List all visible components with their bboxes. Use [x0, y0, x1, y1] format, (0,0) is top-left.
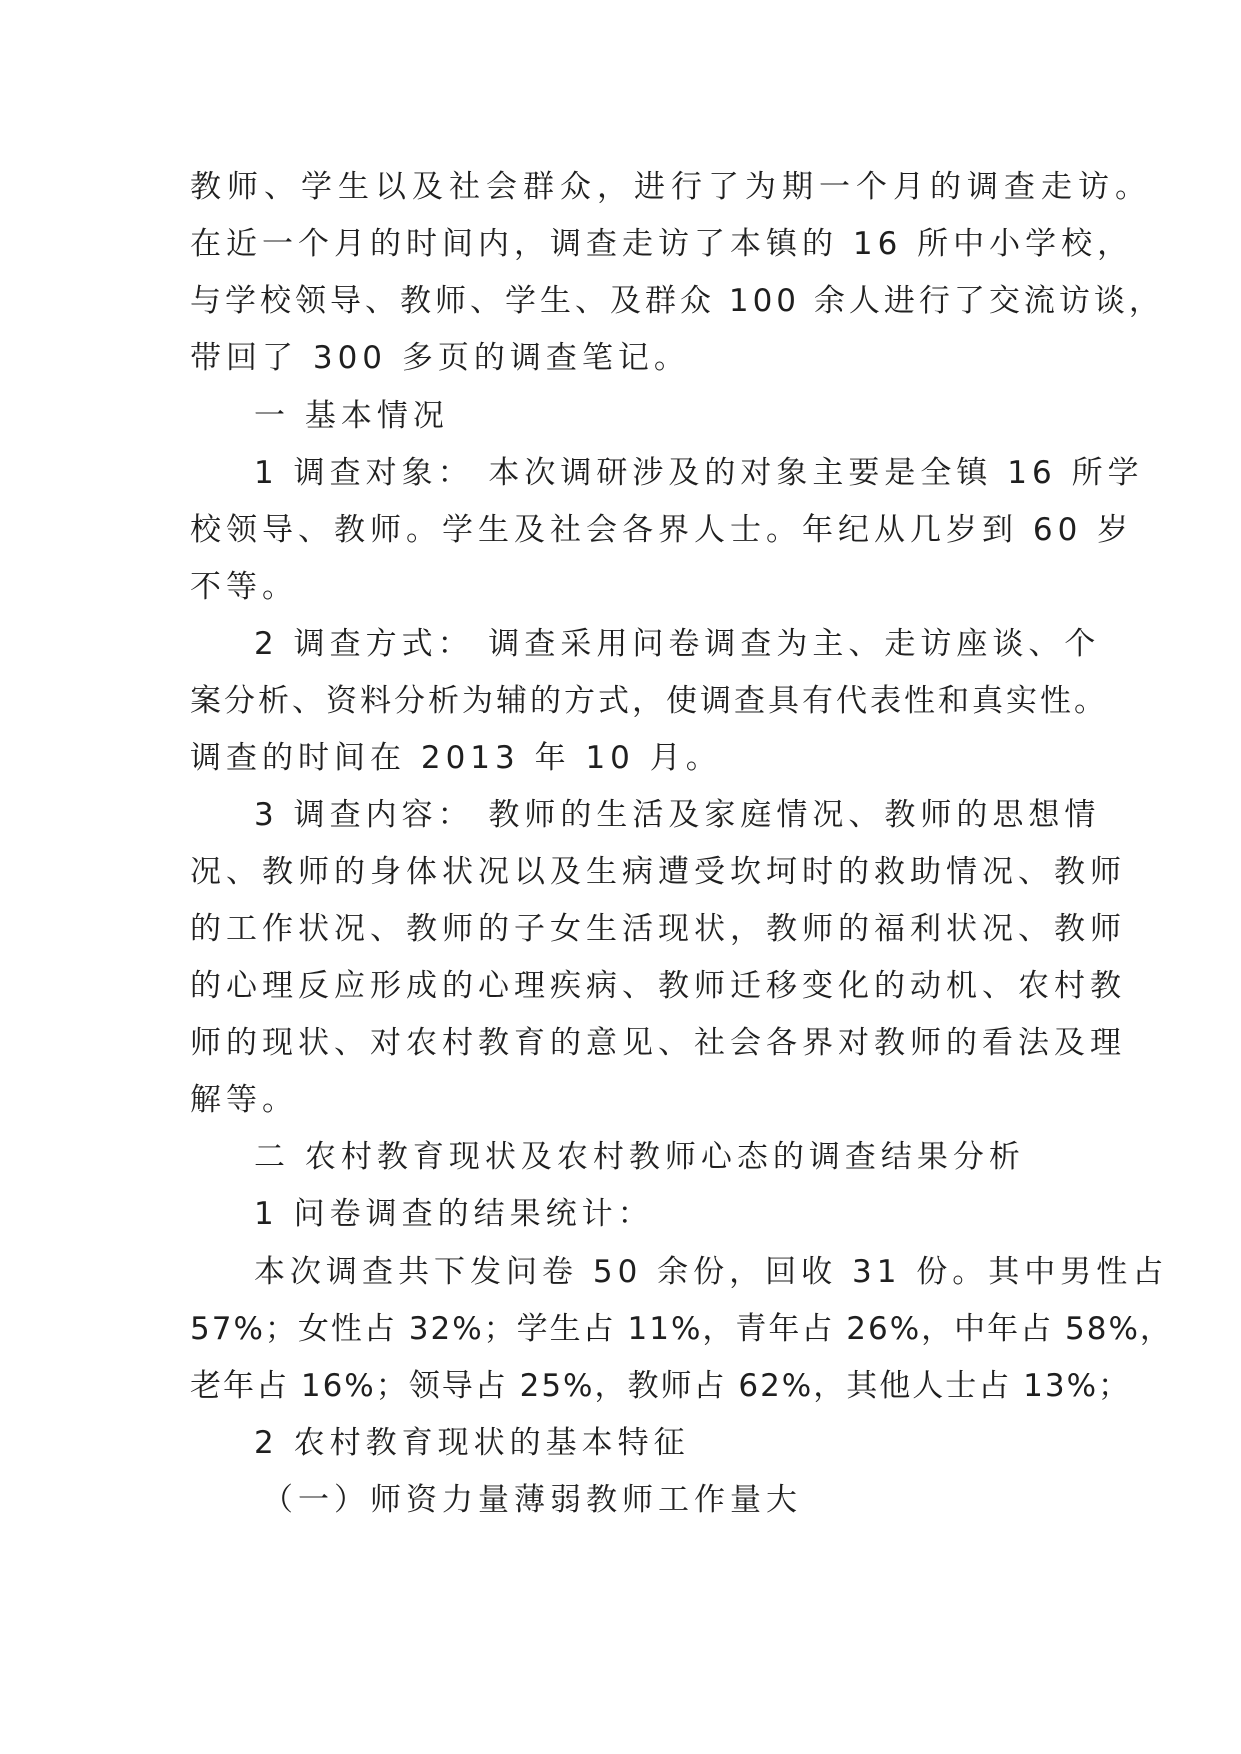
text-line: 带回了 300 多页的调查笔记。 — [190, 340, 690, 376]
section-heading: 二 农村教育现状及农村教师心态的调查结果分析 — [254, 1139, 1025, 1175]
text-line: 57%；女性占 32%；学生占 11%，青年占 26%，中年占 58%， — [190, 1311, 1173, 1347]
subsection-heading: 2 农村教育现状的基本特征 — [254, 1425, 690, 1461]
text-line: 老年占 16%；领导占 25%，教师占 62%，其他人士占 13%； — [190, 1368, 1132, 1404]
text-line: 况、教师的身体状况以及生病遭受坎坷时的救助情况、教师 — [190, 854, 1126, 890]
subsection-heading: 1 问卷调查的结果统计： — [254, 1196, 654, 1232]
text-line: 案分析、资料分析为辅的方式，使调查具有代表性和真实性。 — [190, 683, 1108, 719]
subsection-heading: （一）师资力量薄弱教师工作量大 — [262, 1482, 802, 1518]
paragraph-line: 3 调查内容： 教师的生活及家庭情况、教师的思想情 — [254, 797, 1101, 833]
text-line: 教师、学生以及社会群众，进行了为期一个月的调查走访。 — [190, 169, 1152, 205]
paragraph-line: 1 调查对象： 本次调研涉及的对象主要是全镇 16 所学 — [254, 455, 1144, 491]
text-line: 解等。 — [190, 1082, 298, 1118]
paragraph-line: 2 调查方式： 调查采用问卷调查为主、走访座谈、个 — [254, 626, 1101, 662]
text-line: 的心理反应形成的心理疾病、教师迁移变化的动机、农村教 — [190, 968, 1126, 1004]
text-line: 调查的时间在 2013 年 10 月。 — [190, 740, 722, 776]
text-line: 校领导、教师。学生及社会各界人士。年纪从几岁到 60 岁 — [190, 512, 1134, 548]
text-line: 与学校领导、教师、学生、及群众 100 余人进行了交流访谈， — [190, 283, 1164, 319]
paragraph-line: 本次调查共下发问卷 50 余份，回收 31 份。其中男性占 — [254, 1254, 1169, 1290]
section-heading: 一 基本情况 — [254, 398, 449, 434]
text-line: 的工作状况、教师的子女生活现状，教师的福利状况、教师 — [190, 911, 1126, 947]
text-line: 在近一个月的时间内，调查走访了本镇的 16 所中小学校， — [190, 226, 1134, 262]
text-line: 师的现状、对农村教育的意见、社会各界对教师的看法及理 — [190, 1025, 1126, 1061]
text-line: 不等。 — [190, 569, 298, 605]
